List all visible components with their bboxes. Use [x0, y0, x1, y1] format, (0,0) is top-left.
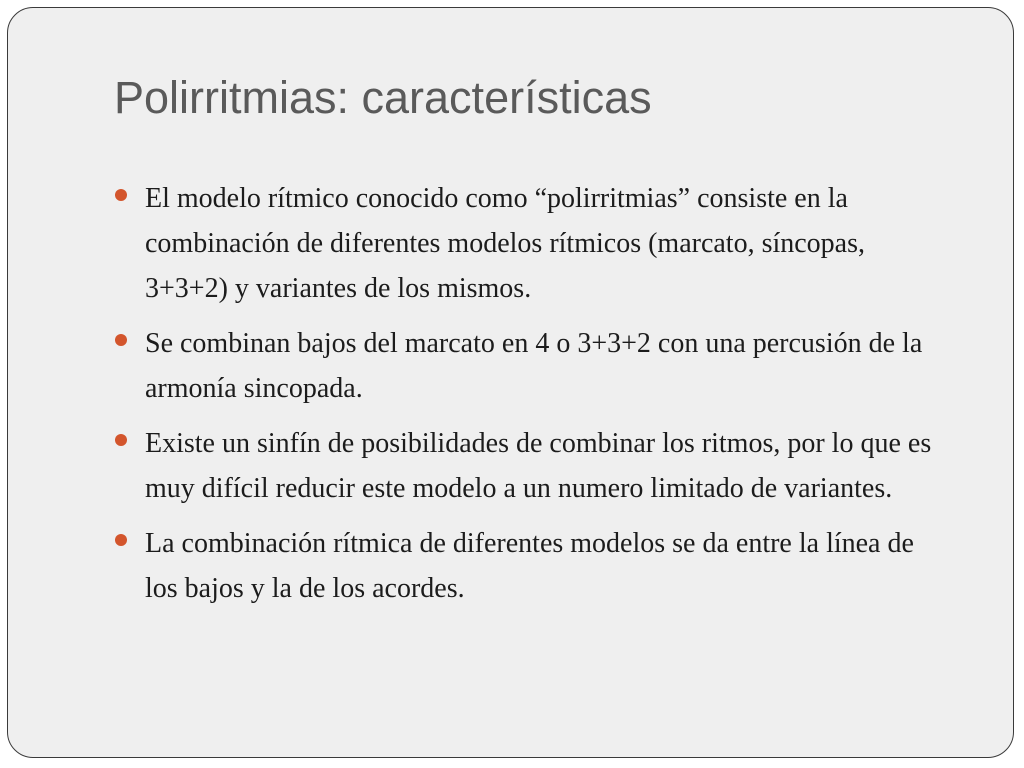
bullet-text: El modelo rítmico conocido como “polirritmias” consiste en la combinación de diferentes modelos rítmicos (marcato, síncopas, 3+3+2) y variantes de los mismos.: [145, 183, 866, 304]
slide-frame: [7, 7, 1014, 758]
bullet-text: Existe un sinfín de posibilidades de combinar los ritmos, por lo que es muy difícil reducir este modelo a un numero limitado de variantes.: [145, 428, 932, 504]
slide-title: Polirritmias: características: [114, 72, 652, 123]
bullet-dot-icon: [115, 334, 127, 346]
bullet-item: [115, 176, 945, 311]
bullet-list: [115, 176, 945, 621]
bullet-item: [115, 421, 945, 511]
bullet-item: [115, 521, 945, 611]
bullet-dot-icon: [115, 434, 127, 446]
bullet-item: [115, 321, 945, 411]
bullet-dot-icon: [115, 189, 127, 201]
bullet-text: Se combinan bajos del marcato en 4 o 3+3+2 con una percusión de la armonía sincopada.: [145, 328, 923, 404]
bullet-dot-icon: [115, 534, 127, 546]
bullet-text: La combinación rítmica de diferentes modelos se da entre la línea de los bajos y la de los acordes.: [145, 528, 914, 604]
